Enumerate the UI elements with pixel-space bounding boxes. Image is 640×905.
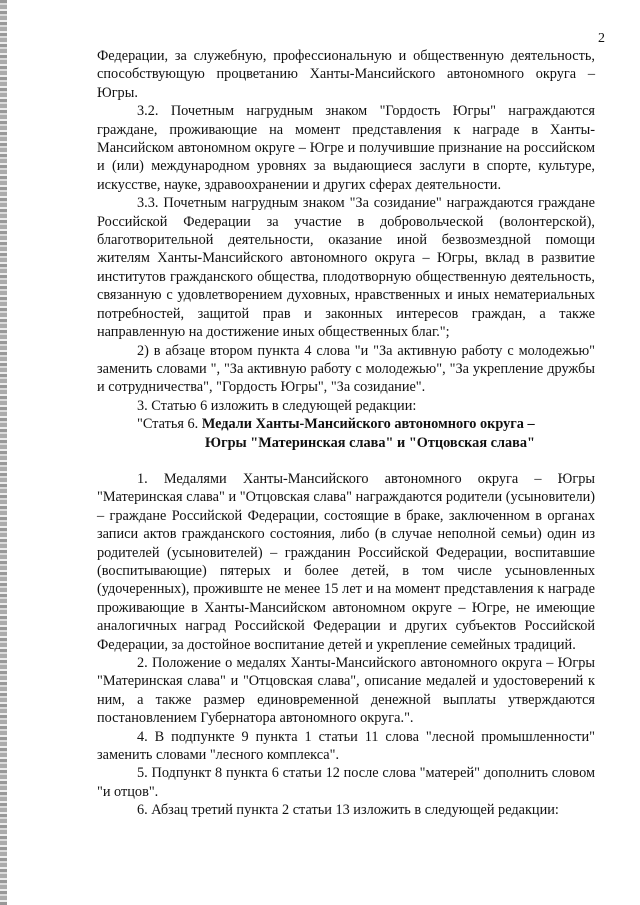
document-body (97, 47, 595, 820)
scan-left-edge (0, 0, 7, 905)
article-heading (97, 415, 595, 452)
article-label: "Статья 6. (137, 416, 199, 433)
paragraph: 2. Положение о медалях Ханты-Мансийского автономного округа – Югры "Материнская слава" и "Отцовская слава", описание медалей и удостоверений к ним, а также размер единовременной денежной выплаты утверждаются постановлением Губернатора автономного округа.". (97, 655, 595, 727)
article-title-line-1: Медали Ханты-Мансийского автономного округа – (201, 416, 535, 433)
paragraph: 4. В подпункте 9 пункта 1 статьи 11 слова "лесной промышленности" заменить словами "лесного комплекса". (97, 728, 595, 764)
paragraph: 2) в абзаце втором пункта 4 слова "и "За активную работу с молодежью" заменить словами ", "За активную работу с молодежью", "За укрепление дружбы и сотрудничества", "Гордость Югры", "За созидание". (97, 342, 595, 396)
paragraph: 3.3. Почетным нагрудным знаком "За созидание" награждаются граждане Российской Федерации за участие в добровольческой (волонтерской), благотворительной деятельности, оказание иной безвозмездной помощи жителям Ханты-Мансийского автономного округа – Югры, вклад в развитие институтов гражданского общества, плодотворную общественную деятельность, связанную с удовлетворением духовных, нравственных и иных нематериальных потребностей, защитой прав и законных интересов граждан, а также направленную на достижение иных общественных благ."; (97, 195, 595, 341)
paragraph: 1. Медалями Ханты-Мансийского автономного округа – Югры "Материнская слава" и "Отцовская слава" награждаются родители (усыновители) – граждане Российской Федерации, состоящие в браке, заключенном в органах записи актов гражданского состояния, либо (в случае неполной семьи) один из родителей (усыновителей) – гражданин Российской Федерации, воспитавшие (воспитывающие) пятерых и более детей, в том числе усыновленных (удочеренных), проживште не менее 15 лет и на момент представления к награде проживающие в Ханты-Мансийском автономном округе – Югре, не имеющие аналогичных наград Российской Федерации и других субъектов Российской Федерации, за достойное воспитание детей и укрепление семейных традиций. (97, 470, 595, 653)
paragraph: 6. Абзац третий пункта 2 статьи 13 изложить в следующей редакции: (137, 802, 559, 819)
paragraph: Федерации, за служебную, профессиональную и общественную деятельность, способствующую процветанию Ханты-Мансийского автономного округа – Югры. (97, 48, 595, 101)
spacer (97, 452, 595, 470)
paragraph: 3.2. Почетным нагрудным знаком "Гордость Югры" награждаются граждане, проживающие на момент представления к награде в Ханты-Мансийском автономном округе – Югре и получившие признание на российском и (или) международном уровнях за выдающиеся заслуги в спорте, культуре, искусстве, науке, здравоохранении и других сферах деятельности. (97, 103, 595, 193)
page-number: 2 (598, 31, 605, 46)
paragraphs-before (97, 47, 595, 415)
article-title-line-2: Югры "Материнская слава" и "Отцовская слава" (205, 434, 535, 451)
paragraphs-after (97, 470, 595, 820)
paragraph: 3. Статью 6 изложить в следующей редакции: (137, 397, 417, 414)
paragraph: 5. Подпункт 8 пункта 6 статьи 12 после слова "матерей" дополнить словом "и отцов". (97, 765, 595, 800)
